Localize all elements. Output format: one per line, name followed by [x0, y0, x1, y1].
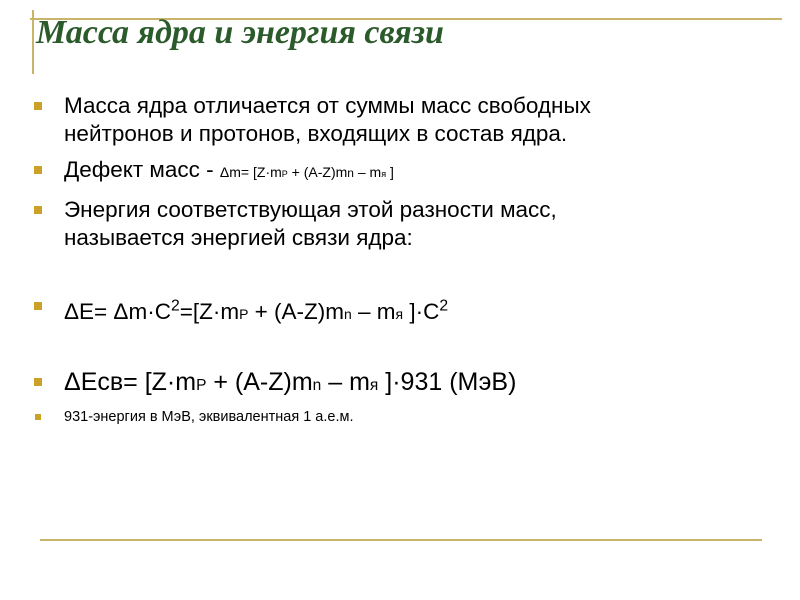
mass-defect-formula: [220, 164, 394, 180]
formula-sub-n: n: [312, 376, 322, 394]
bullet-item-binding-energy: [28, 196, 768, 252]
formula-sub-n: n: [347, 166, 354, 180]
bullet-item-mass-difference: [28, 92, 768, 148]
formula-part: + (A-Z)m: [287, 164, 348, 180]
formula-sub-ya: я: [381, 169, 387, 179]
formula-sub-ya: я: [369, 376, 379, 394]
note-text: 931-энергия в МэВ, эквивалентная 1 а.е.м.: [64, 408, 354, 425]
formula-part: ]·931 (МэВ): [378, 367, 517, 396]
formula-sub-p: P: [239, 305, 249, 322]
bullet-square-icon: [34, 102, 42, 110]
formula-part: – m: [321, 367, 370, 396]
formula-sub-n: n: [344, 305, 352, 322]
binding-energy-formula: [64, 368, 516, 396]
slide-content: [28, 92, 768, 428]
formula-sub-p: P: [281, 169, 288, 179]
bullet-square-icon: [34, 166, 42, 174]
bullet-item-931-note: [28, 406, 768, 428]
bullet-square-icon: [34, 378, 42, 386]
item-line: нейтронов и протонов, входящих в состав ядра.: [64, 121, 568, 146]
bottom-rule: [40, 539, 762, 541]
mass-defect-label: Дефект масс -: [64, 157, 220, 182]
bullet-square-icon: [35, 414, 41, 420]
bullet-item-binding-energy-mev: [28, 366, 768, 402]
bullet-item-mass-defect: [28, 156, 768, 188]
formula-part: ΔEсв= [Z·m: [64, 367, 197, 396]
item-line: Энергия соответствующая этой разности масс,: [64, 197, 557, 222]
formula-sub-ya: я: [395, 305, 404, 322]
formula-part: – m: [351, 298, 396, 324]
formula-part: + (A-Z)m: [206, 367, 313, 396]
formula-part: ]: [386, 164, 394, 180]
formula-sup: 2: [170, 297, 180, 314]
formula-part: Δm= [Z·m: [219, 164, 282, 180]
formula-part: =[Z·m: [179, 298, 240, 324]
bullet-square-icon: [34, 302, 42, 310]
bullet-square-icon: [34, 206, 42, 214]
formula-sub-p: P: [196, 376, 207, 394]
slide-title: Масса ядра и энергия связи: [36, 14, 444, 51]
item-line: Масса ядра отличается от суммы масс свободных: [64, 93, 591, 118]
formula-sup: 2: [439, 297, 449, 314]
formula-part: + (A-Z)m: [248, 298, 345, 324]
item-line: называется энергией связи ядра:: [64, 225, 413, 250]
bullet-item-energy-formula: [28, 292, 768, 328]
left-rule: [32, 10, 34, 74]
energy-formula: [64, 299, 448, 324]
formula-part: ΔE= Δm·C: [64, 298, 171, 324]
formula-part: – m: [353, 164, 382, 180]
formula-part: ]·C: [403, 298, 440, 324]
